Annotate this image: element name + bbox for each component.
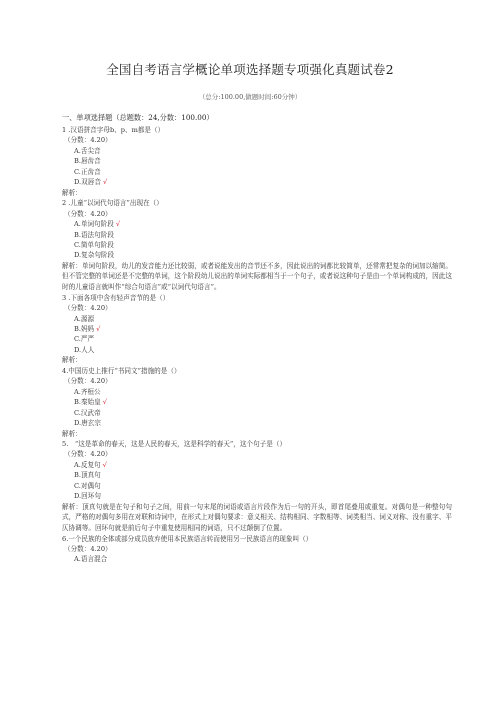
correct-check-icon: √ xyxy=(96,325,101,334)
answer-option xyxy=(62,491,452,501)
answer-option xyxy=(62,470,452,480)
question-stem: 6.一个民族的全体或部分成员放弃使用本民族语言转而使用另一民族语言的现象叫（） xyxy=(62,534,313,543)
answer-option xyxy=(62,177,452,187)
correct-check-icon: √ xyxy=(102,178,108,187)
answer-option xyxy=(62,167,452,177)
answer-option xyxy=(62,408,452,418)
answer-option-label: A.齐桓公 xyxy=(74,387,101,396)
answer-option-label: A.反复句 xyxy=(74,460,101,469)
answer-option-label: C.汉武帝 xyxy=(74,408,101,417)
answer-option xyxy=(62,460,452,470)
answer-option-label: D.双唇音 xyxy=(74,178,101,187)
document-subtitle: （总分:100.00,做题时间:60分钟） xyxy=(198,93,302,101)
question-block xyxy=(62,198,452,293)
answer-option-label: B.秦始皇 xyxy=(74,398,101,407)
answer-option-label: C.对偶句 xyxy=(74,481,101,490)
answer-option-label: A.源源 xyxy=(74,314,95,323)
question-stem: 1 .汉语拼音字母b、p、m都是（） xyxy=(62,126,165,134)
answer-option-label: C.简单句阶段 xyxy=(74,240,114,249)
document-title: 全国自考语言学概论单项选择题专项强化真题试卷2 xyxy=(106,62,394,77)
question-block xyxy=(62,125,452,198)
answer-option-label: B.语法句阶段 xyxy=(74,230,114,239)
question-block xyxy=(62,439,452,534)
answer-analysis: 解析：顶真句就是在句子和句子之间，用前一句末尾的词语或语言片段作为后一句的开头，即首尾叠用或重复。对偶句是一种整句句式，严格的对偶句多用在对联和诗词中，在形式上对偶句要求：意义相关、结构相同、字数相等、词类相当、词义对称、没有重字、平仄协调等。回环句就是前后句子中重复使用相同的词语，只不过颠倒了位置。 xyxy=(62,502,452,532)
correct-check-icon: √ xyxy=(102,398,107,407)
question-score: （分数：4.20） xyxy=(64,544,112,553)
answer-option xyxy=(62,481,452,491)
answer-option-label: D.回环句 xyxy=(74,492,101,501)
answer-option xyxy=(62,554,452,564)
answer-option-label: D.唐玄宗 xyxy=(74,419,101,428)
question-score: （分数：4.20） xyxy=(64,377,112,386)
answer-option-label: B.唇齿音 xyxy=(74,157,101,166)
answer-option xyxy=(62,146,452,156)
answer-option-label: C.严严 xyxy=(74,335,95,344)
question-stem: 4.中国历史上推行“书同文”措施的是（） xyxy=(62,366,181,375)
answer-analysis: 解析： xyxy=(62,429,82,438)
question-stem: 2 .儿童“以词代句语言”出现在（） xyxy=(62,199,163,208)
answer-option xyxy=(62,387,452,397)
answer-analysis: 解析： xyxy=(62,188,82,197)
answer-option xyxy=(62,230,452,240)
answer-option xyxy=(62,324,452,334)
question-score: （分数：4.20） xyxy=(64,450,112,459)
answer-option-label: A.语言混合 xyxy=(74,555,108,564)
answer-analysis: 解析： xyxy=(62,356,82,365)
question-list xyxy=(62,112,452,565)
answer-option-label: B.妈妈 xyxy=(74,325,95,334)
answer-option xyxy=(62,345,452,355)
answer-option xyxy=(62,418,452,428)
answer-option xyxy=(62,397,452,407)
question-score: （分数：4.20） xyxy=(64,304,112,313)
question-score: （分数：4.20） xyxy=(64,136,112,145)
question-score: （分数：4.20） xyxy=(64,209,112,218)
question-block xyxy=(62,366,452,439)
correct-check-icon: √ xyxy=(115,220,121,229)
section-heading: 一、单项选择题（总题数：24,分数：100.00） xyxy=(62,113,214,122)
answer-option xyxy=(62,240,452,250)
answer-analysis: 解析：单词句阶段，幼儿的发音能力还比较弱，或者说能发出的音节还不多，因此说出的词都比较简单，还常常把复杂的词加以缩简。但不管完整的单词还是不完整的单词，这个阶段幼儿说出的单词实际都相当于一个句子，或者说这种句子是由一个单词构成的，因此这时的儿童语言就叫作“综合句语言”或“以词代句语言”。 xyxy=(62,261,452,292)
answer-option-label: D.人人 xyxy=(74,345,95,354)
answer-option xyxy=(62,219,452,229)
answer-option-label: D.复杂句阶段 xyxy=(74,251,115,260)
question-block xyxy=(62,293,452,366)
answer-option-label: A.单词句阶段 xyxy=(74,220,114,229)
answer-option xyxy=(62,156,452,166)
answer-option-label: A.舌尖音 xyxy=(74,146,101,155)
answer-option xyxy=(62,314,452,324)
question-block xyxy=(62,534,452,565)
correct-check-icon: √ xyxy=(102,460,107,469)
question-stem: 5. “这是革命的春天，这是人民的春天，这是科学的春天”，这个句子是（） xyxy=(62,440,287,449)
answer-option-label: C.正齿音 xyxy=(74,167,101,176)
answer-option-label: B.顶真句 xyxy=(74,471,101,480)
question-stem: 3 .下面各项中含有轻声音节的是（） xyxy=(62,293,170,302)
answer-option xyxy=(62,334,452,344)
answer-option xyxy=(62,250,452,260)
